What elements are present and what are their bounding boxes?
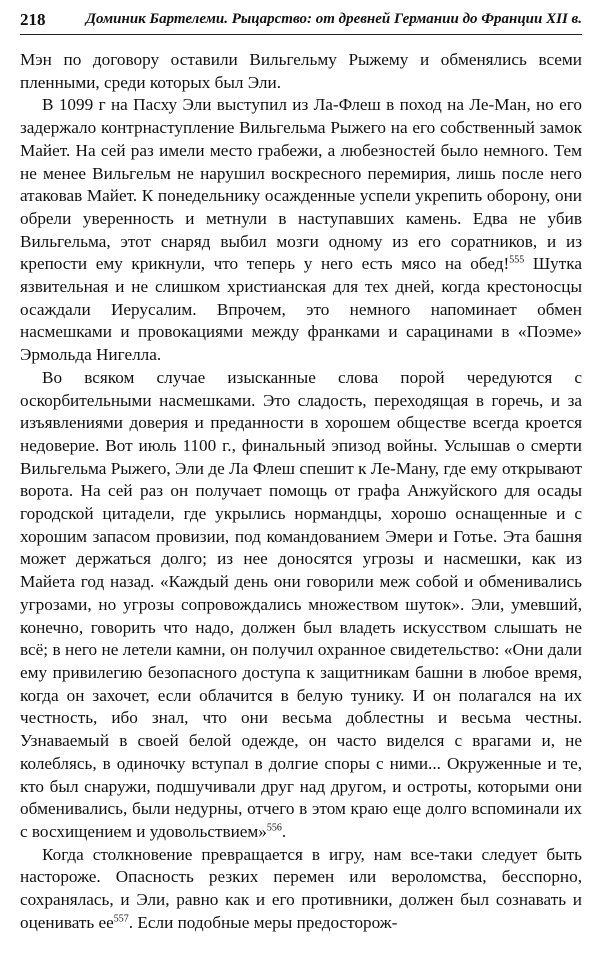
- paragraph-text: Во всяком случае изысканные слова порой чередуются с оскорбительными насмешками. Это сладость, переходящая в горечь, и за изъявлениями доверия и преданности в хорошем обществе всегда кроется недоверие. Вот июль 1100 г., финальный эпизод войны. Услышав о смерти Вильгельма Рыжего, Эли де Ла Флеш спешит к Ле-Ману, где ему открывают ворота. На сей раз он получает помощь от графа Анжуйского для осады городской цитадели, где укрылись нормандцы, хорошо оснащенные и с хорошим запасом провизии, под командованием Эмери и Готье. Эта башня может держаться долго; из нее доносятся угрозы и насмешки, как из Майета год назад. «Каждый день они говорили меж собой и обменивались угрозами, но угрозы сопровождались множеством шуток». Эли, умевший, конечно, говорить что надо, должен был владеть искусством слышать не всё; в него не летели камни, он получил охранное свидетельство: «Они дали ему привилегию безопасного доступа к защитникам башни в любое время, когда он захочет, если облачится в белую тунику. И он полагался на их честность, ибо знал, что они весьма доблестны и весьма честны. Узнаваемый в своей белой одежде, он часто виделся с врагами и, не колеблясь, в одиночку вступал в долгие споры с ними... Окруженные и те, кто был снаружи, подшучивали друг над другом, и остроты, которыми они обменивались, были недурны, отчего в этом краю еще долго вспоминали их с восхищением и удовольствием»: [20, 367, 582, 841]
- page-header: [20, 8, 582, 35]
- paragraph: [20, 94, 582, 366]
- paragraph-text: .: [281, 821, 287, 841]
- footnote-marker: 555: [509, 254, 525, 266]
- body-text: [20, 49, 582, 934]
- paragraph-text: . Если подобные меры предосторож-: [128, 912, 398, 932]
- paragraph: [20, 844, 582, 935]
- paragraph-text: Шутка язвительная и не слишком христианская для тех дней, когда крестоносцы осаждали Иерусалим. Впрочем, это немного напоминает обмен насмешками и провокациями между франками и сарацинами в «Поэме» Эрмольда Нигелла.: [20, 254, 582, 365]
- paragraph: [20, 367, 582, 844]
- paragraph-text: В 1099 г на Пасху Эли выступил из Ла-Флеш в поход на Ле-Ман, но его задержало контрнаступление Вильгельма Рыжего на его собственный замок Майет. На сей раз имели место грабежи, а любезностей было немного. Тем не менее Вильгельм не нарушил воскресного перемирия, лишь после него атаковав Майет. К понедельнику осажденные успели укрепить оборону, они обрели уверенность и метнули в наступавших камень. Едва не убив Вильгельма, этот снаряд выбил мозги одному из его соратников, и из крепости ему крикнули, что теперь у него есть мясо на обед!: [20, 95, 582, 274]
- paragraph-text: Когда столкновение превращается в игру, нам все-таки следует быть настороже. Опасность резких перемен или вероломства, бесспорно, сохранялась, и Эли, равно как и его противники, должен был сознавать и оценивать ее: [20, 844, 582, 932]
- paragraph-continuation: [20, 49, 582, 94]
- page-number: 218: [20, 10, 46, 29]
- footnote-marker: 556: [266, 822, 282, 834]
- footnote-marker: 557: [113, 912, 129, 924]
- book-page: [20, 8, 582, 934]
- paragraph-text: Мэн по договору оставили Вильгельму Рыжему и обменялись всеми пленными, среди которых был Эли.: [20, 50, 582, 92]
- running-title: Доминик Бартелеми. Рыцарство: от древней Германии до Франции XII в.: [85, 11, 582, 27]
